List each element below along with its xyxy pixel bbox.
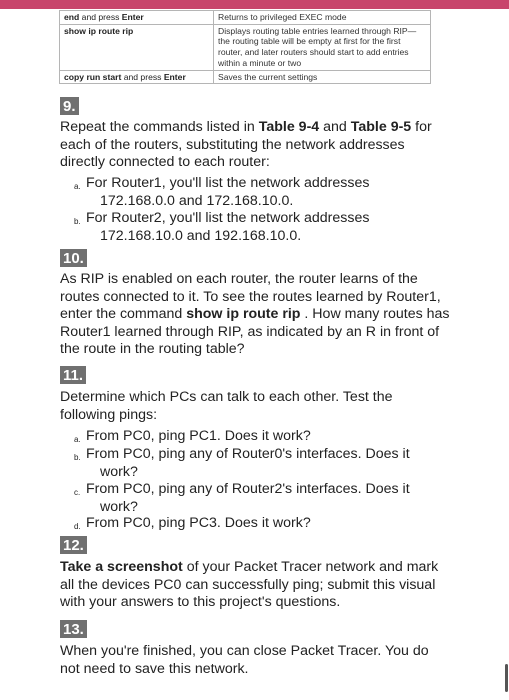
step-12-text: Take a screenshot of your Packet Tracer network and mark all the devices PC0 can successfully ping; submit this visual with your answers to this project's questions. [60,559,439,611]
list-item: b. From PC0, ping any of Router0's interfaces. Does it work? [74,446,410,480]
list-item: d. From PC0, ping PC3. Does it work? [74,515,311,531]
step-number-9: 9. [60,97,79,115]
top-accent-bar [0,0,509,9]
command-cell: end and press Enter [60,11,214,25]
step-number-10: 10. [60,249,87,267]
list-item: a. For Router1, you'll list the network addresses 172.168.0.0 and 172.168.10.0. [74,175,370,209]
table-row [60,70,431,84]
step-number-11: 11. [60,366,86,384]
scrollbar-thumb[interactable] [505,664,508,692]
command-cell: copy run start and press Enter [60,70,214,84]
step-11-text: Determine which PCs can talk to each other. Test the following pings: [60,389,393,423]
step-9-text: Repeat the commands listed in Table 9-4 and Table 9-5 for each of the routers, substituting the network addresses directly connected to each router: [60,119,432,171]
table-row [60,11,431,25]
description-cell: Returns to privileged EXEC mode [214,11,431,25]
step-number-13: 13. [60,620,87,638]
command-cell: show ip route rip [60,24,214,70]
step-10-text: As RIP is enabled on each router, the router learns of the routes connected to it. To see the routes learned by Router1, enter the command show ip route rip . How many routes has Router1 learned through RIP, as indicated by an R in front of the route in the routing table? [60,271,450,358]
table-row [60,24,431,70]
list-item: b. For Router2, you'll list the network addresses 172.168.10.0 and 192.168.10.0. [74,210,370,244]
list-item: c. From PC0, ping any of Router2's interfaces. Does it work? [74,481,410,515]
step-13-text: When you're finished, you can close Packet Tracer. You do not need to save this network. [60,643,429,677]
command-table [59,10,431,84]
step-number-12: 12. [60,536,87,554]
description-cell: Saves the current settings [214,70,431,84]
description-cell: Displays routing table entries learned through RIP—the routing table will be empty at first for the first router, and later routers should start to add entries within a minute or two [214,24,431,70]
list-item: a. From PC0, ping PC1. Does it work? [74,428,311,444]
